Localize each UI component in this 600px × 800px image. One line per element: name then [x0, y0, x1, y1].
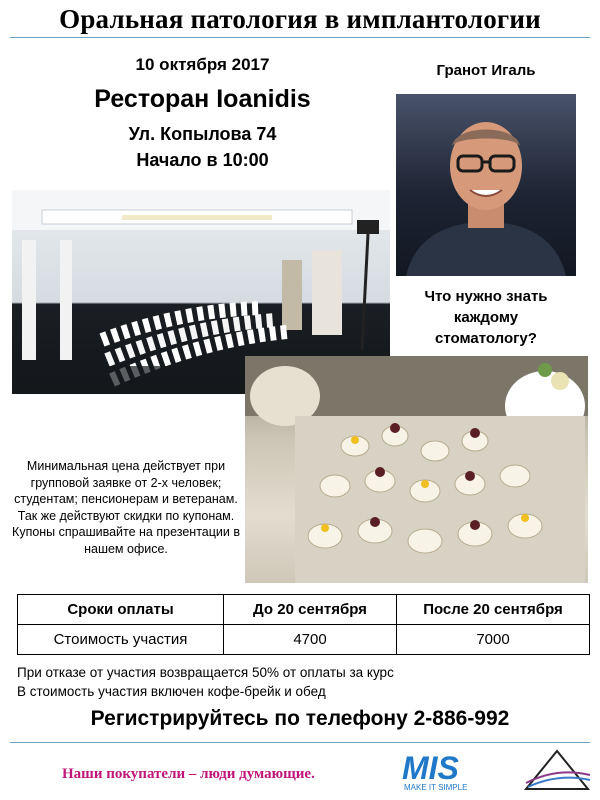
- pricing-cell: 7000: [397, 625, 590, 655]
- event-venue: Ресторан Ioanidis: [94, 85, 311, 113]
- inclusion-condition: В стоимость участия включен кофе-брейк и обед: [17, 684, 326, 699]
- mis-logo-tagline: MAKE IT SIMPLE: [404, 783, 468, 792]
- pricing-header-cell: После 20 сентября: [397, 595, 590, 625]
- mis-logo: [398, 749, 490, 793]
- refund-condition: При отказе от участия возвращается 50% от оплаты за курс: [17, 665, 394, 680]
- pricing-row: [18, 625, 590, 655]
- pricing-header-cell: До 20 сентября: [224, 595, 397, 625]
- triangle-logo: [522, 747, 592, 793]
- slogan: Наши покупатели – люди думающие.: [62, 766, 315, 782]
- event-start-time: Начало в 10:00: [136, 150, 269, 170]
- pricing-cell: Стоимость участия: [18, 625, 224, 655]
- buffet-photo: [245, 356, 588, 583]
- pricing-header-row: [18, 595, 590, 625]
- pricing-header-cell: Сроки оплаты: [18, 595, 224, 625]
- mis-logo-text: MIS: [402, 750, 459, 786]
- topic-line-3: стоматологу?: [435, 330, 537, 347]
- event-address: Ул. Копылова 74: [128, 124, 277, 144]
- topic-line-1: Что нужно знать: [424, 288, 548, 305]
- speaker-portrait: [396, 94, 576, 276]
- pricing-cell: 4700: [224, 625, 397, 655]
- speaker-topic: [396, 286, 576, 349]
- event-date: 10 октября 2017: [135, 55, 270, 74]
- discount-note: Минимальная цена действует при групповой заявке от 2-х человек; студентам; пенсионерам и ветеранам. Так же действуют скидки по купонам. Купоны спрашивайте на презентации в нашем офисе.: [12, 459, 240, 556]
- page-title: Оральная патология в имплантологии: [59, 4, 541, 34]
- registration-phone: Регистрируйтесь по телефону 2-886-992: [90, 707, 510, 730]
- topic-line-2: каждому: [453, 309, 519, 326]
- pricing-table: [17, 594, 590, 655]
- speaker-name: Гранот Игаль: [436, 62, 536, 79]
- bottom-divider: [10, 742, 590, 743]
- top-divider: [10, 37, 590, 38]
